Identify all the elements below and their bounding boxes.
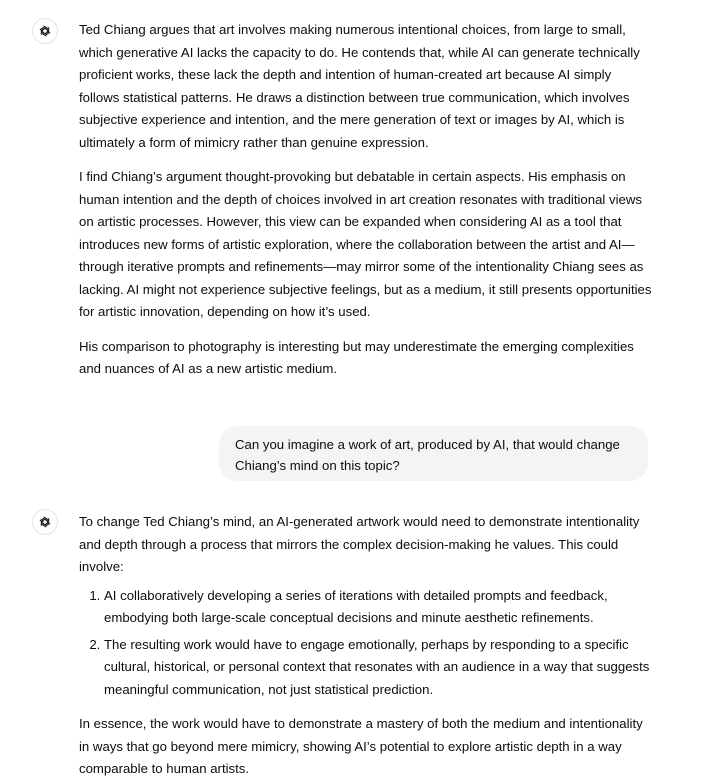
assistant-conclusion: In essence, the work would have to demonstrate a mastery of both the medium and intentionality in ways that go beyond mere mimicry, showing AI’s potential to explore artistic depth in a way comparable to human artists. xyxy=(79,716,643,776)
numbered-list xyxy=(79,585,654,702)
assistant-avatar xyxy=(32,509,58,535)
openai-logo-icon xyxy=(37,23,53,39)
assistant-message-body xyxy=(79,511,654,781)
list-item: 2. The resulting work would have to engage emotionally, perhaps by responding to a specific cultural, historical, or personal context that resonates with an audience in a way that suggests meaningful communication, not just statistical prediction. xyxy=(104,634,654,702)
list-item: 1. AI collaboratively developing a series of iterations with detailed prompts and feedback, embodying both large-scale conceptual decisions and minute aesthetic refinements. xyxy=(104,585,654,630)
assistant-intro: To change Ted Chiang’s mind, an AI-generated artwork would need to demonstrate intentionality and depth through a process that mirrors the complex decision-making he values. This could involve: xyxy=(79,514,640,574)
user-message-bubble xyxy=(219,426,648,481)
openai-logo-icon xyxy=(37,514,53,530)
assistant-paragraph: His comparison to photography is interesting but may underestimate the emerging complexities and nuances of AI as a new artistic medium. xyxy=(79,338,634,376)
assistant-paragraph: Ted Chiang argues that art involves making numerous intentional choices, from large to small, which generative AI lacks the capacity to do. He contends that, while AI can generate technically proficient works, these lack the depth and intention of human-created art because AI simply follows statistical patterns. He draws a distinction between true communication, which involves subjective experience and intention, and the mere generation of text or images by AI, which is ultimately a form of mimicry rather than genuine expression. xyxy=(79,22,640,150)
assistant-message-body xyxy=(79,19,654,381)
assistant-avatar xyxy=(32,18,58,44)
assistant-paragraph: I find Chiang’s argument thought-provoking but debatable in certain aspects. His emphasis on human intention and the depth of choices involved in art creation resonates with traditional views on artistic processes. However, this view can be expanded when considering AI as a tool that introduces new forms of artistic exploration, where the collaboration between the artist and AI—through iterative prompts and refinements—may mirror some of the intentionality Chiang sees as lacking. AI might not experience subjective feelings, but as a medium, it still presents opportunities for artistic innovation, depending on how it’s used. xyxy=(79,169,652,319)
user-message-text: Can you imagine a work of art, produced by AI, that would change Chiang’s mind on this topic? xyxy=(235,437,620,473)
